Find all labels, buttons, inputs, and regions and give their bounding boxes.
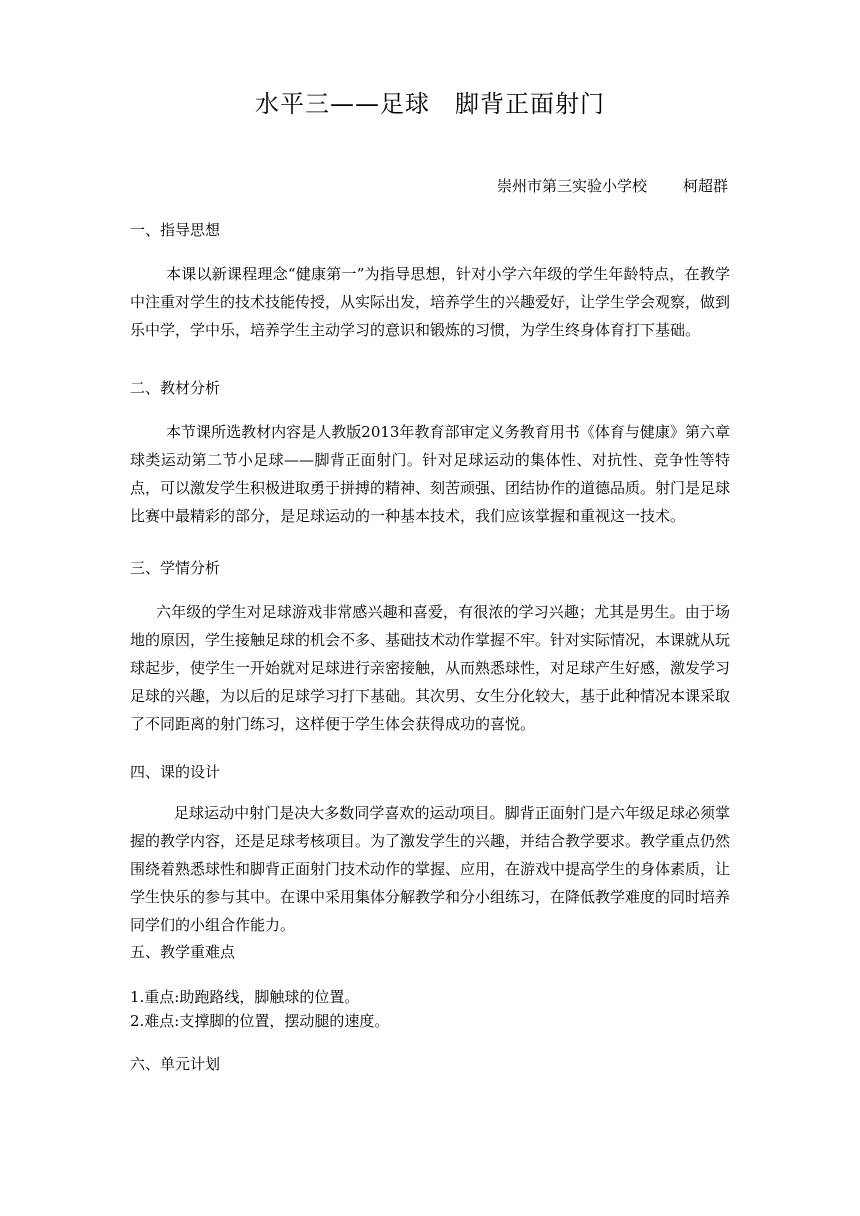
key-points-list xyxy=(130,985,730,1033)
section-heading-material-analysis: 二、教材分析 xyxy=(130,379,221,397)
difficult-point-item: 2.难点:支撑脚的位置，摆动腿的速度。 xyxy=(130,1012,390,1030)
section-paragraph-lesson-design: 足球运动中射门是决大多数同学喜欢的运动项目。脚背正面射门是六年级足球必须掌握的教学内容，还是足球考核项目。为了激发学生的兴趣，并结合教学要求。教学重点仍然围绕着熟悉球性和脚背正面射门技术动作的掌握、应用，在游戏中提高学生的身体素质，让学生快乐的参与其中。在课中采用集体分解教学和分小组练习，在降低教学难度的同时培养同学们的小组合作能力。 xyxy=(130,804,731,934)
section-heading-key-points: 五、教学重难点 xyxy=(130,943,236,961)
document-title: 水平三——足球 脚背正面射门 xyxy=(255,90,605,118)
key-point-item: 1.重点:助跑路线，脚触球的位置。 xyxy=(130,988,360,1006)
author-school: 崇州市第三实验小学校 xyxy=(496,177,647,195)
section-heading-unit-plan: 六、单元计划 xyxy=(130,1055,221,1073)
section-paragraph-material-analysis: 本节课所选教材内容是人教版2013年教育部审定义务教育用书《体育与健康》第六章球类运动第二节小足球——脚背正面射门。针对足球运动的集体性、对抗性、竞争性等特点，可以激发学生积极进取勇于拼搏的精神、刻苦顽强、团结协作的道德品质。射门是足球比赛中最精彩的部分，是足球运动的一种基本技术，我们应该掌握和重视这一技术。 xyxy=(130,423,731,525)
section-paragraph-guiding-ideology: 本课以新课程理念“健康第一”为指导思想，针对小学六年级的学生年龄特点，在教学中注重对学生的技术技能传授，从实际出发，培养学生的兴趣爱好，让学生学会观察，做到乐中学，学中乐，培养学生主动学习的意识和锻炼的习惯，为学生终身体育打下基础。 xyxy=(130,265,731,339)
section-paragraph-student-analysis: 六年级的学生对足球游戏非常感兴趣和喜爱，有很浓的学习兴趣；尤其是男生。由于场地的原因，学生接触足球的机会不多、基础技术动作掌握不牢。针对实际情况，本课就从玩球起步，使学生一开始就对足球进行亲密接触，从而熟悉球性，对足球产生好感，激发学习足球的兴趣，为以后的足球学习打下基础。其次男、女生分化较大，基于此种情况本课采取了不同距离的射门练习，这样便于学生体会获得成功的喜悦。 xyxy=(130,603,731,733)
author-line xyxy=(497,174,728,198)
author-name: 柯超群 xyxy=(682,177,728,195)
section-heading-lesson-design: 四、课的设计 xyxy=(130,763,221,781)
section-heading-student-analysis: 三、学情分析 xyxy=(130,559,221,577)
section-heading-guiding-ideology: 一、指导思想 xyxy=(130,221,221,239)
